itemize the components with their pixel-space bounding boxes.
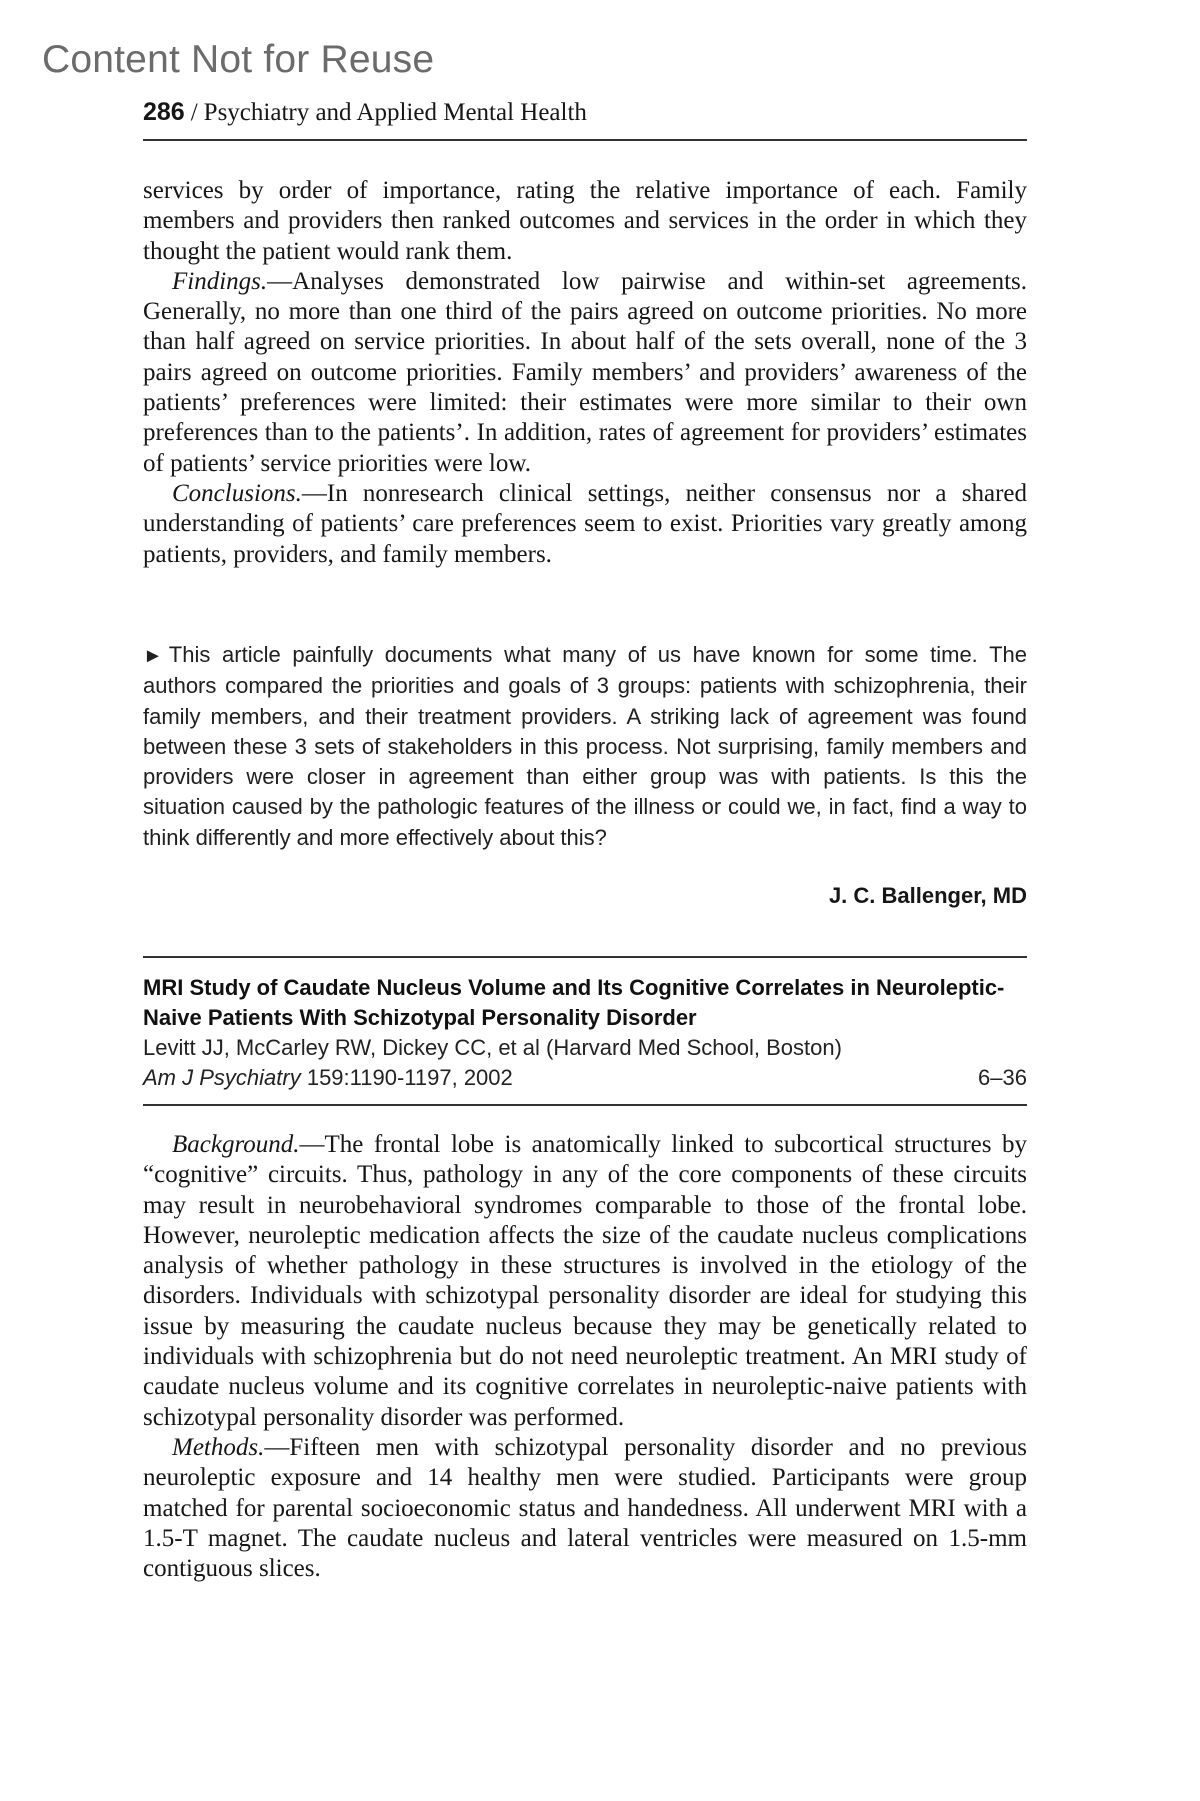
page-number: 286 <box>143 98 185 126</box>
article-top-rule <box>143 956 1027 958</box>
findings-paragraph <box>143 267 1027 479</box>
article-reference-code: 6–36 <box>978 1065 1027 1090</box>
findings-label: Findings. <box>172 267 268 295</box>
article-title: MRI Study of Caudate Nucleus Volume and Its Cognitive Correlates in Neuroleptic-Naive Patients With Schizotypal Personality Disorder <box>143 975 1005 1030</box>
article-authors: Levitt JJ, McCarley RW, Dickey CC, et al (Harvard Med School, Boston) <box>143 1035 842 1060</box>
background-label: Background. <box>172 1131 300 1158</box>
conclusions-paragraph <box>143 479 1027 570</box>
abstract-continuation <box>143 176 1027 570</box>
findings-text: —Analyses demonstrated low pairwise and within-set agreements. Generally, no more than one third of the pairs agreed on outcome priorities. No more than half agreed on service priorities. In about half of the sets overall, none of the 3 pairs agreed on outcome priorities. Family members’ and providers’ awareness of the patients’ preferences were limited: their estimates were more similar to their own preferences than to the patients’. In addition, rates of agreement for providers’ estimates of patients’ service priorities were low. <box>143 267 1027 477</box>
conclusions-text: —In nonresearch clinical settings, neither consensus nor a shared understanding of patients’ care preferences seem to exist. Priorities vary greatly among patients, providers, and family members. <box>143 479 1027 568</box>
conclusions-label: Conclusions. <box>172 479 302 507</box>
commentary-signature: J. C. Ballenger, MD <box>828 883 1027 908</box>
methods-continuation-paragraph: services by order of importance, rating the relative importance of each. Family members and providers then ranked outcomes and services in the order in which they thought the patient would rank them. <box>143 177 1027 265</box>
article-citation <box>143 1063 1027 1093</box>
article-header <box>143 973 1027 1093</box>
citation-source <box>143 1063 513 1093</box>
citation-journal: Am J Psychiatry <box>143 1065 301 1090</box>
article-abstract <box>143 1130 1027 1584</box>
header-rule <box>143 139 1027 141</box>
commentary-arrow-icon: ► <box>143 645 163 667</box>
background-paragraph <box>143 1130 1027 1433</box>
methods-label: Methods. <box>172 1433 265 1461</box>
running-head-separator: / <box>190 99 198 126</box>
editorial-commentary <box>143 640 1027 853</box>
commentary-paragraph <box>143 640 1027 853</box>
commentary-text: This article painfully documents what many of us have known for some time. The authors compared the priorities and goals of 3 groups: patients with schizophrenia, their family members, and their treatment providers. A striking lack of agreement was found between these 3 sets of stakeholders in this process. Not surprising, family members and providers were closer in agreement than either group was with patients. Is this the situation caused by the pathologic features of the illness or could we, in fact, find a way to think differently and more effectively about this? <box>143 642 1027 850</box>
journal-title: Psychiatry and Applied Mental Health <box>203 99 587 126</box>
methods-paragraph <box>143 1433 1027 1584</box>
citation-volume-pages: 159:1190-1197, 2002 <box>306 1065 513 1090</box>
running-head <box>143 100 1027 125</box>
background-text: —The frontal lobe is anatomically linked to subcortical structures by “cognitive” circuits. Thus, pathology in any of the core components of these circuits may result in neurobehavioral syndromes comparable to those of the frontal lobe. However, neuroleptic medication affects the size of the caudate nucleus complications analysis of whether pathology in these structures is involved in the etiology of the disorders. Individuals with schizotypal personality disorder are ideal for studying this issue by measuring the caudate nucleus because they may be genetically related to individuals with schizophrenia but do not need neuroleptic treatment. An MRI study of caudate nucleus volume and its cognitive correlates in neuroleptic-naive patients with schizotypal personality disorder was performed. <box>143 1131 1027 1431</box>
article-bottom-rule <box>143 1104 1027 1106</box>
methods-text: —Fifteen men with schizotypal personality disorder and no previous neuroleptic exposure and 14 healthy men were studied. Participants were group matched for parental socioeconomic status and handedness. All underwent MRI with a 1.5-T magnet. The caudate nucleus and lateral ventricles were measured on 1.5-mm contiguous slices. <box>143 1433 1027 1583</box>
watermark: Content Not for Reuse <box>42 38 435 81</box>
